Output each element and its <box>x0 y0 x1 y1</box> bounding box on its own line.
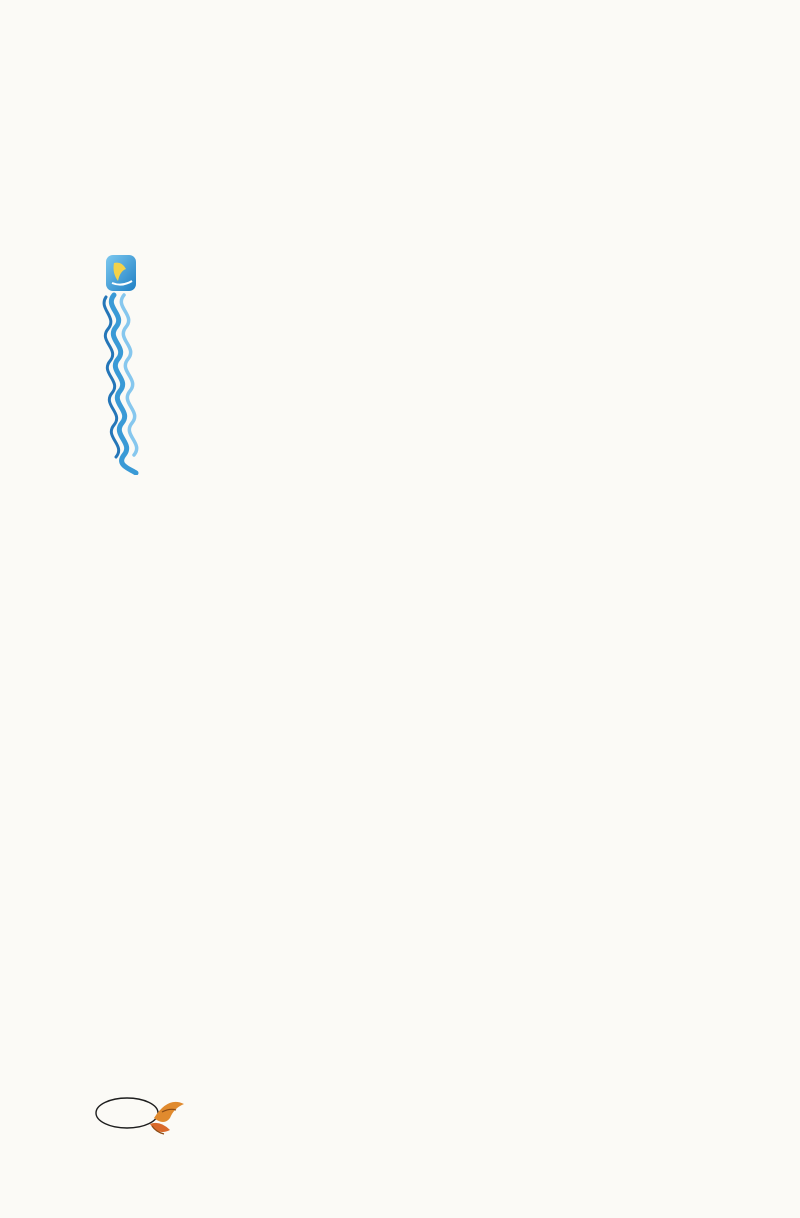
final-line <box>111 1075 781 1103</box>
questions-bookmark-icon <box>102 253 148 475</box>
page-number <box>100 1100 162 1126</box>
